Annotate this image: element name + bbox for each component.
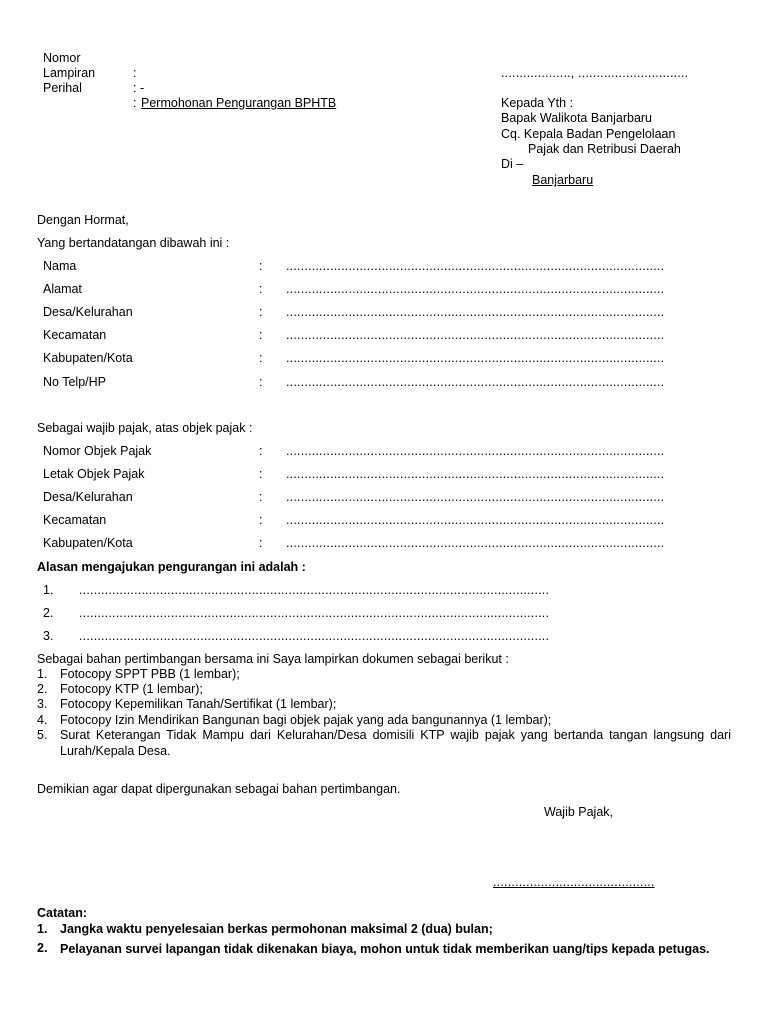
reason-line: ................................................................................................................................ <box>79 583 550 597</box>
reasons-title: Alasan mengajukan pengurangan ini adalah : <box>37 560 306 574</box>
lampiran-label: Lampiran <box>43 66 96 80</box>
note-number: 2. <box>37 941 48 955</box>
nomor-label: Nomor <box>43 51 81 65</box>
attachment-number: 1. <box>37 667 48 681</box>
perihal-colon: : <box>133 96 137 110</box>
fill-line: ....................................................................................................... <box>286 375 665 389</box>
greeting: Dengan Hormat, <box>37 213 129 227</box>
attachment-text: Fotocopy KTP (1 lembar); <box>60 682 203 696</box>
attachment-text: Fotocopy SPPT PBB (1 lembar); <box>60 667 240 681</box>
colon: : <box>259 536 263 550</box>
attachment-number: 4. <box>37 713 48 727</box>
addressee-city: Banjarbaru <box>532 173 594 187</box>
attachment-text: Fotocopy Kepemilikan Tanah/Sertifikat (1 lembar); <box>60 697 337 711</box>
fill-line: ....................................................................................................... <box>286 444 665 458</box>
date-line: ..................., .............................. <box>501 66 689 80</box>
note-text: Pelayanan survei lapangan tidak dikenakan biaya, mohon untuk tidak memberikan uang/tips kepada petugas. <box>60 942 710 956</box>
colon: : <box>259 328 263 342</box>
note-text: Jangka waktu penyelesaian berkas permohonan maksimal 2 (dua) bulan; <box>60 922 493 936</box>
signature-line: ............................................ <box>493 875 655 889</box>
addressee-line4: Pajak dan Retribusi Daerah <box>528 142 681 156</box>
colon: : <box>259 375 263 389</box>
closing-text: Demikian agar dapat dipergunakan sebagai bahan pertimbangan. <box>37 782 401 796</box>
colon: : <box>259 305 263 319</box>
field-label: Desa/Kelurahan <box>43 490 133 504</box>
reason-line: ................................................................................................................................ <box>79 629 550 643</box>
field-label: Alamat <box>43 282 82 296</box>
fill-line: ....................................................................................................... <box>286 513 665 527</box>
field-label: Desa/Kelurahan <box>43 305 133 319</box>
field-label: Nama <box>43 259 77 273</box>
perihal-subject: Permohonan Pengurangan BPHTB <box>141 96 337 110</box>
addressee-line5: Di – <box>501 157 524 171</box>
field-label: No Telp/HP <box>43 375 106 389</box>
colon: : <box>259 282 263 296</box>
reason-line: ................................................................................................................................ <box>79 606 550 620</box>
fill-line: ....................................................................................................... <box>286 328 665 342</box>
object-intro: Sebagai wajib pajak, atas objek pajak : <box>37 421 253 435</box>
colon: : <box>259 490 263 504</box>
fill-line: ....................................................................................................... <box>286 351 665 365</box>
addressee-line3: Cq. Kepala Badan Pengelolaan <box>501 127 676 141</box>
field-label: Kecamatan <box>43 513 107 527</box>
attachment-text: Surat Keterangan Tidak Mampu dari Kelurahan/Desa domisili KTP wajib pajak yang bertanda tangan langsung dari Lurah/Kepala Desa. <box>60 728 731 758</box>
attachment-number: 2. <box>37 682 48 696</box>
colon: : <box>259 513 263 527</box>
notes-title: Catatan: <box>37 906 88 920</box>
field-label: Letak Objek Pajak <box>43 467 145 481</box>
perihal-value: : - <box>133 81 145 95</box>
lampiran-value: : <box>133 66 137 80</box>
fill-line: ....................................................................................................... <box>286 282 665 296</box>
field-label: Kabupaten/Kota <box>43 536 133 550</box>
signature-label: Wajib Pajak, <box>544 805 614 819</box>
perihal-label: Perihal <box>43 81 82 95</box>
fill-line: ....................................................................................................... <box>286 259 665 273</box>
fill-line: ....................................................................................................... <box>286 490 665 504</box>
fill-line: ....................................................................................................... <box>286 305 665 319</box>
addressee-line1: Kepada Yth : <box>501 96 574 110</box>
reason-number: 1. <box>43 583 54 597</box>
colon: : <box>259 467 263 481</box>
field-label: Kecamatan <box>43 328 107 342</box>
attachment-number: 5. <box>37 728 48 742</box>
attachment-text: Fotocopy Izin Mendirikan Bangunan bagi objek pajak yang ada bangunannya (1 lembar); <box>60 713 552 727</box>
colon: : <box>259 259 263 273</box>
reason-number: 3. <box>43 629 54 643</box>
field-label: Nomor Objek Pajak <box>43 444 152 458</box>
note-number: 1. <box>37 922 48 936</box>
attachments-intro: Sebagai bahan pertimbangan bersama ini Saya lampirkan dokumen sebagai berikut : <box>37 652 509 666</box>
colon: : <box>259 444 263 458</box>
addressee-line2: Bapak Walikota Banjarbaru <box>501 111 653 125</box>
fill-line: ....................................................................................................... <box>286 536 665 550</box>
attachment-number: 3. <box>37 697 48 711</box>
reason-number: 2. <box>43 606 54 620</box>
intro-text: Yang bertandatangan dibawah ini : <box>37 236 230 250</box>
colon: : <box>259 351 263 365</box>
fill-line: ....................................................................................................... <box>286 467 665 481</box>
field-label: Kabupaten/Kota <box>43 351 133 365</box>
